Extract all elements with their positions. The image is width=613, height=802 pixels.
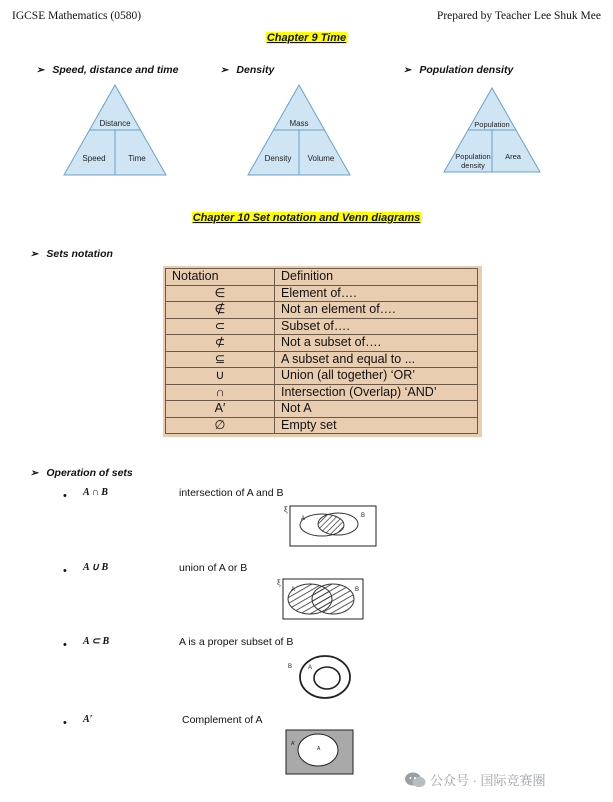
table-header-notation: Notation xyxy=(166,269,275,286)
wechat-icon xyxy=(404,771,426,789)
table-cell-symbol: ⊆ xyxy=(166,351,275,368)
operation-proper-subset xyxy=(63,635,110,653)
table-row xyxy=(166,302,478,319)
table-cell-definition: Not A xyxy=(275,401,478,418)
operation-symbol: A ⊂ B xyxy=(83,636,110,647)
table-row xyxy=(166,335,478,352)
triangle-left-label: Population xyxy=(455,152,491,161)
table-cell-definition: Not an element of…. xyxy=(275,302,478,319)
table-header-definition: Definition xyxy=(275,269,478,286)
table-cell-definition: A subset and equal to ... xyxy=(275,351,478,368)
triangle-right-label: Volume xyxy=(307,154,335,163)
table-row xyxy=(166,351,478,368)
table-row xyxy=(166,368,478,385)
section-operation-of-sets xyxy=(30,467,133,479)
table-cell-symbol: ⊂ xyxy=(166,318,275,335)
watermark xyxy=(404,770,546,789)
operation-description: intersection of A and B xyxy=(179,487,284,499)
bullet-icon: • xyxy=(63,565,67,577)
venn-intersection-diagram xyxy=(282,503,378,549)
venn-a-label: A xyxy=(301,516,306,522)
watermark-text: 公众号 · 国际竞赛圈 xyxy=(430,773,546,788)
venn-universal-label: ξ xyxy=(284,506,288,514)
bullet-icon: • xyxy=(63,639,67,651)
notation-table xyxy=(165,268,478,434)
operation-symbol: A′ xyxy=(83,714,93,725)
triangle-speed-distance-time xyxy=(62,82,168,178)
table-row xyxy=(166,417,478,434)
operation-symbol: A ∪ B xyxy=(83,562,109,573)
section-population xyxy=(403,64,513,76)
venn-complement-diagram xyxy=(285,728,355,776)
table-cell-symbol: ∈ xyxy=(166,285,275,302)
arrow-bullet-icon: ➢ xyxy=(36,65,45,76)
section-speed-label: Speed, distance and time xyxy=(52,64,179,76)
venn-b-label: B xyxy=(355,587,360,593)
arrow-bullet-icon: ➢ xyxy=(30,468,39,479)
triangle-population-density xyxy=(442,86,542,174)
triangle-top-label: Mass xyxy=(289,119,309,128)
section-density xyxy=(220,64,274,76)
operation-intersection xyxy=(63,486,108,504)
table-cell-symbol: ∩ xyxy=(166,384,275,401)
section-density-label: Density xyxy=(236,64,275,76)
table-row xyxy=(166,401,478,418)
table-cell-definition: Intersection (Overlap) ‘AND’ xyxy=(275,384,478,401)
table-cell-definition: Subset of…. xyxy=(275,318,478,335)
triangle-mass-density-volume xyxy=(246,82,352,178)
table-cell-symbol: ∅ xyxy=(166,417,275,434)
arrow-bullet-icon: ➢ xyxy=(403,65,412,76)
table-cell-symbol: ⊄ xyxy=(166,335,275,352)
operation-symbol: A ∩ B xyxy=(83,487,108,498)
section-operation-label: Operation of sets xyxy=(46,467,133,479)
venn-union-diagram xyxy=(275,576,365,622)
venn-b-label: B xyxy=(361,513,366,519)
header-course: IGCSE Mathematics (0580) xyxy=(12,10,142,22)
chapter10-title-wrap xyxy=(0,208,613,226)
notation-table-wrap xyxy=(163,266,482,437)
section-sets-notation-label: Sets notation xyxy=(46,248,113,260)
venn-a-label: A xyxy=(317,746,321,752)
triangle-top-label: Distance xyxy=(99,119,131,128)
triangle-left-label: Speed xyxy=(82,154,106,163)
table-row xyxy=(166,384,478,401)
table-cell-symbol: ∪ xyxy=(166,368,275,385)
venn-a-prime-label: A′ xyxy=(291,741,296,747)
triangle-left-label: Density xyxy=(264,154,292,163)
table-cell-definition: Element of…. xyxy=(275,285,478,302)
arrow-bullet-icon: ➢ xyxy=(30,249,39,260)
venn-a-label: A xyxy=(308,665,313,671)
section-speed xyxy=(36,64,178,76)
table-cell-symbol: A′ xyxy=(166,401,275,418)
table-cell-definition: Union (all together) ‘OR’ xyxy=(275,368,478,385)
table-header-row xyxy=(166,269,478,286)
section-sets-notation xyxy=(30,248,113,260)
chapter9-title-wrap xyxy=(0,28,613,46)
venn-b-label: B xyxy=(288,664,293,670)
chapter9-title: Chapter 9 Time xyxy=(266,32,347,44)
triangle-left-label-2: density xyxy=(461,161,485,170)
table-row xyxy=(166,318,478,335)
header-author: Prepared by Teacher Lee Shuk Mee xyxy=(436,10,601,22)
operation-description: Complement of A xyxy=(182,714,263,726)
table-cell-definition: Not a subset of…. xyxy=(275,335,478,352)
venn-a-label: A xyxy=(291,587,296,593)
table-row xyxy=(166,285,478,302)
triangle-top-label: Population xyxy=(474,120,510,129)
triangle-right-label: Time xyxy=(128,154,146,163)
table-cell-symbol: ∉ xyxy=(166,302,275,319)
operation-description: union of A or B xyxy=(179,562,248,574)
bullet-icon: • xyxy=(63,490,67,502)
section-population-label: Population density xyxy=(419,64,514,76)
operation-complement xyxy=(63,713,93,731)
table-cell-definition: Empty set xyxy=(275,417,478,434)
bullet-icon: • xyxy=(63,717,67,729)
operation-union xyxy=(63,561,109,579)
venn-universal-label: ξ xyxy=(277,579,281,587)
venn-subset-diagram xyxy=(285,650,355,702)
arrow-bullet-icon: ➢ xyxy=(220,65,229,76)
operation-description: A is a proper subset of B xyxy=(179,636,294,648)
chapter10-title: Chapter 10 Set notation and Venn diagrams xyxy=(192,212,421,224)
triangle-right-label: Area xyxy=(505,152,521,161)
